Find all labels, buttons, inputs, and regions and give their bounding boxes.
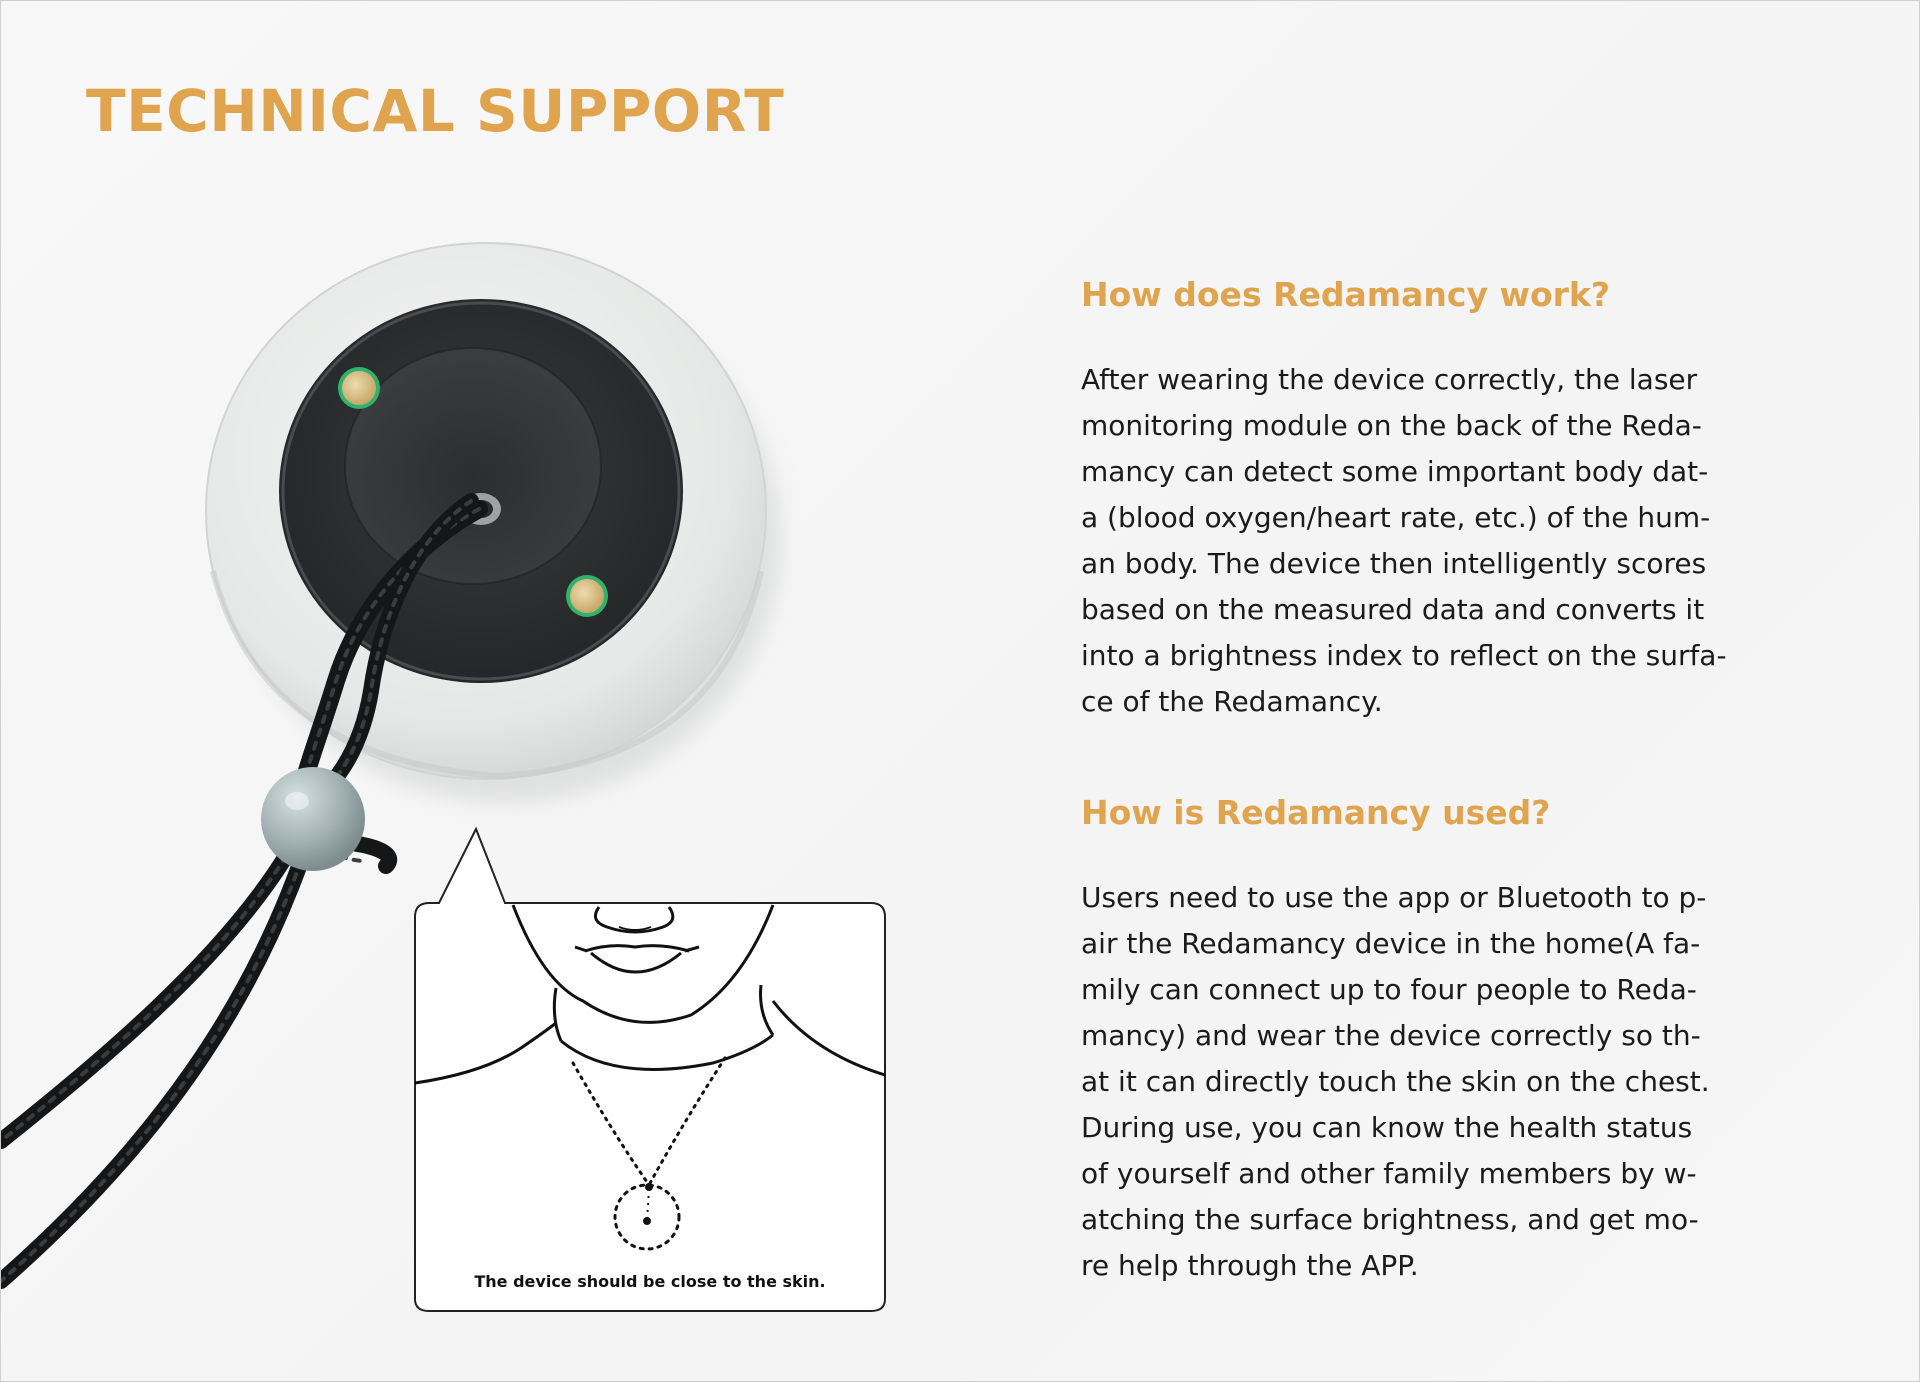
- text-line: based on the measured data and converts it: [1081, 593, 1705, 626]
- text-line: atching the surface brightness, and get mo-: [1081, 1203, 1699, 1236]
- text-line: monitoring module on the back of the Reda-: [1081, 409, 1702, 442]
- text-line: into a brightness index to reflect on the surfa-: [1081, 639, 1727, 672]
- text-line: mancy) and wear the device correctly so th-: [1081, 1019, 1701, 1052]
- text-line: mily can connect up to four people to Reda-: [1081, 973, 1697, 1006]
- text-line: During use, you can know the health status: [1081, 1111, 1693, 1144]
- text-line: air the Redamancy device in the home(A fa-: [1081, 927, 1701, 960]
- section-body-how-it-works: [1081, 357, 1761, 725]
- text-line: mancy can detect some important body dat-: [1081, 455, 1709, 488]
- section-heading-how-it-is-used: How is Redamancy used?: [1081, 793, 1551, 832]
- text-line: re help through the APP.: [1081, 1249, 1419, 1282]
- wearing-illustration: [413, 823, 887, 1313]
- text-line: of yourself and other family members by w-: [1081, 1157, 1697, 1190]
- text-line: a (blood oxygen/heart rate, etc.) of the hum-: [1081, 501, 1711, 534]
- text-line: Users need to use the app or Bluetooth to p-: [1081, 881, 1707, 914]
- text-line: an body. The device then intelligently scores: [1081, 547, 1707, 580]
- section-body-how-it-is-used: [1081, 875, 1761, 1289]
- text-line: After wearing the device correctly, the laser: [1081, 363, 1698, 396]
- section-heading-how-it-works: How does Redamancy work?: [1081, 275, 1610, 314]
- text-line: at it can directly touch the skin on the chest.: [1081, 1065, 1710, 1098]
- page-title: TECHNICAL SUPPORT: [86, 77, 785, 145]
- text-line: ce of the Redamancy.: [1081, 685, 1383, 718]
- illustration-caption: The device should be close to the skin.: [474, 1272, 826, 1291]
